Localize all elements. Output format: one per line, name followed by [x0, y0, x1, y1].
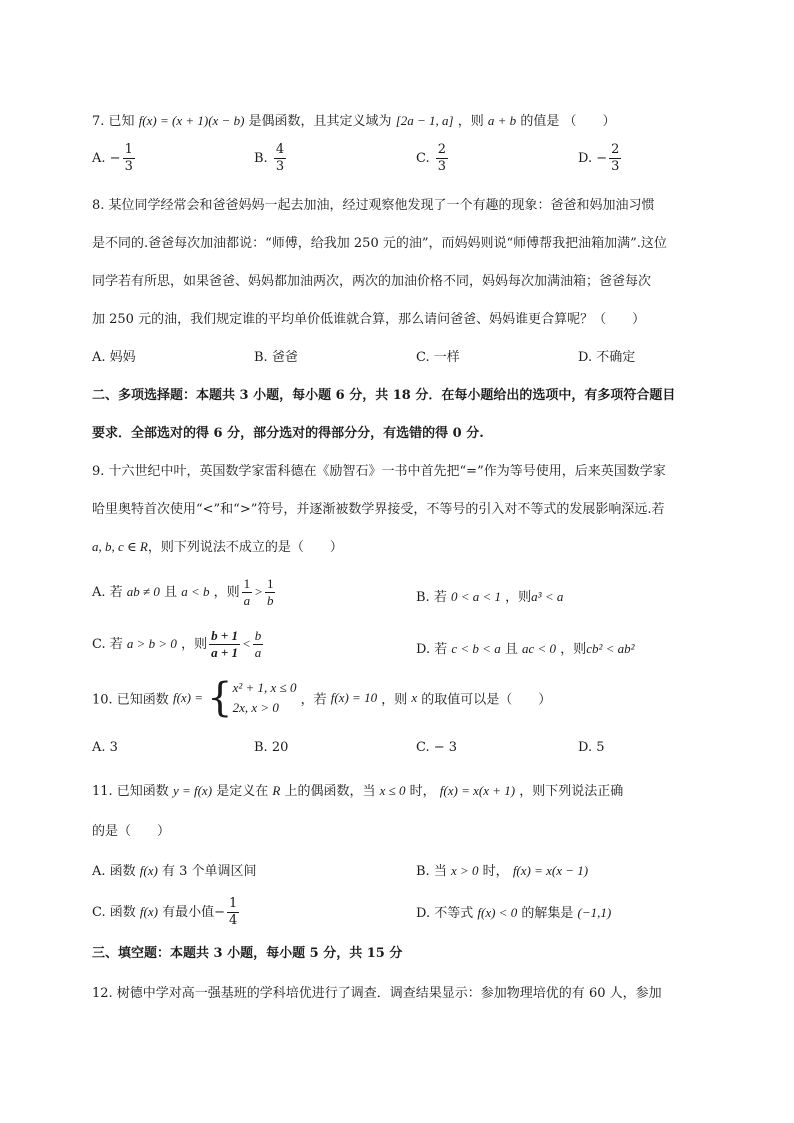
q7-option-d-num: 2 — [611, 142, 620, 157]
q9-option-d-result: cb² < ab² — [586, 641, 635, 656]
q9-option-c-frac-1 — [209, 628, 240, 661]
q10-label: 10. 已知函数 — [92, 692, 169, 708]
q8-option-b[interactable]: B. 爸爸 — [254, 350, 298, 365]
q9-option-c-cond: a > b > 0 — [126, 636, 177, 651]
q9-option-b-then: ，则 — [505, 590, 532, 605]
q9-option-d-cond-1: c < b < a — [451, 641, 501, 656]
q10-option-a[interactable]: A. 3 — [92, 740, 118, 755]
q7-option-c-den: 3 — [437, 159, 447, 174]
q11-option-c-sign: − — [214, 905, 225, 920]
q11-option-c-prefix: C. 函数 — [92, 905, 136, 920]
q9-option-a[interactable] — [92, 576, 277, 609]
q7-option-c[interactable] — [416, 142, 450, 175]
q11-option-c-tail: 有最小值 — [162, 905, 215, 920]
q7-tail: ，则 — [457, 114, 484, 129]
q11-option-b-prefix: B. 当 — [416, 864, 447, 879]
q7-label: 7. 已知 — [92, 114, 135, 129]
q8-option-d[interactable]: D. 不确定 — [578, 350, 636, 365]
q7-option-d-sign: − — [596, 151, 608, 166]
q9-option-c-prefix: C. 若 — [92, 637, 123, 652]
q7-domain: [2a − 1, a] — [395, 113, 454, 128]
q11-mid-3: 时， — [409, 784, 436, 799]
q11-option-b-mid: 时， — [482, 864, 509, 879]
q9-option-d-and: 且 — [504, 642, 518, 657]
q9-option-a-frac-1-den: a — [243, 593, 251, 608]
q11-option-a-tail: 有 3 个单调区间 — [161, 864, 257, 879]
q7-option-b-num: 4 — [275, 142, 285, 157]
q9-option-c-frac-2 — [253, 628, 264, 661]
q9-option-a-frac-1 — [242, 576, 253, 609]
q10-piecewise-cases — [233, 678, 297, 718]
q9-line-3-tail: ，则下列说法不成立的是（ ） — [147, 540, 343, 555]
q7-option-d-letter: D. — [578, 151, 593, 166]
q9-option-c[interactable] — [92, 628, 265, 661]
q7-mid: 是偶函数，且其定义域为 — [248, 114, 392, 129]
q9-line-2: 哈里奥特首次使用“<”和“>”符号，并逐渐被数学界接受，不等号的引入对不等式的发展影响深远.若 — [92, 502, 665, 517]
q7-option-d-den: 3 — [611, 159, 620, 174]
q10-condition: f(x) = 10 — [330, 690, 378, 705]
q11-option-d-result: (−1,1) — [577, 905, 612, 920]
q9-option-a-and: 且 — [164, 585, 178, 600]
q11-option-d-tail: 的解集是 — [521, 906, 574, 921]
q9-line-3 — [92, 536, 343, 555]
q7-stem — [92, 110, 615, 129]
q11-expression: f(x) = x(x + 1) — [439, 783, 516, 798]
q9-line-1: 9. 十六世纪中叶，英国数学家雷科德在《励智石》一书中首先把“=”作为等号使用，后来英国数学家 — [92, 464, 666, 479]
q7-option-c-letter: C. — [416, 151, 430, 166]
section-2-heading-line-2: 要求．全部选对的得 6 分，部分选对的得部分分，有选错的得 0 分. — [92, 426, 484, 441]
q8-line-3: 同学若有所思，如果爸爸、妈妈都加油两次，两次的加油价格不同，妈妈每次加满油箱；爸爸每次 — [92, 274, 652, 289]
q9-option-c-frac-1-den: a + 1 — [211, 645, 239, 660]
q11-mid-2: 上的偶函数，当 — [284, 784, 376, 799]
q9-option-d[interactable] — [416, 638, 635, 657]
q11-option-b[interactable] — [416, 860, 588, 879]
q10-option-b[interactable]: B. 20 — [254, 740, 289, 755]
q7-option-a[interactable] — [92, 142, 137, 175]
q9-option-b-prefix: B. 若 — [416, 590, 447, 605]
q12-line-1: 12. 树德中学对高一强基班的学科培优进行了调查．调查结果显示：参加物理培优的有 60 人，参加 — [92, 986, 662, 1001]
q9-option-a-frac-1-num: 1 — [243, 576, 251, 591]
q7-option-c-num: 2 — [437, 142, 447, 157]
q11-label: 11. 已知函数 — [92, 784, 169, 799]
q10-function-lhs: f(x) = — [172, 690, 204, 705]
q11-option-b-cond: x > 0 — [450, 863, 479, 878]
q11-option-d-inequality: f(x) < 0 — [477, 905, 518, 920]
q9-option-c-frac-2-den: a — [254, 645, 262, 660]
q10-case-1: x² + 1, x ≤ 0 — [232, 680, 297, 695]
q7-function: f(x) = (x + 1)(x − b) — [138, 113, 245, 128]
q7-option-b-fraction — [274, 142, 286, 175]
q9-option-c-then: ，则 — [181, 637, 208, 652]
q9-option-c-relation: < — [242, 636, 251, 651]
q11-option-c-fraction — [227, 896, 239, 929]
q7-end: 的值是 （ ） — [520, 114, 616, 129]
q10-mid: ，若 — [300, 692, 327, 708]
q10-stem — [92, 675, 552, 721]
q9-option-c-frac-2-num: b — [254, 628, 262, 643]
q7-option-a-num: 1 — [124, 142, 133, 157]
q11-mid: 是定义在 — [216, 784, 269, 799]
q9-option-a-frac-2-den: b — [266, 593, 274, 608]
q11-option-c-function: f(x) — [139, 904, 158, 919]
q11-function: y = f(x) — [172, 783, 213, 798]
q11-option-a-prefix: A. 函数 — [92, 864, 136, 879]
q9-option-b-cond: 0 < a < 1 — [450, 589, 502, 604]
q11-option-c-den: 4 — [229, 913, 238, 928]
q9-option-b-result: a³ < a — [531, 589, 564, 604]
q11-option-c[interactable] — [92, 896, 241, 929]
q11-option-c-num: 1 — [229, 896, 238, 911]
q7-option-b-den: 3 — [275, 159, 285, 174]
q8-line-1: 8. 某位同学经常会和爸爸妈妈一起去加油，经过观察他发现了一个有趣的现象：爸爸和妈加油习惯 — [92, 198, 655, 213]
q11-option-b-result: f(x) = x(x − 1) — [512, 863, 589, 878]
q7-option-a-fraction — [123, 142, 135, 175]
q10-piecewise-brace: { — [207, 675, 233, 721]
q9-option-d-prefix: D. 若 — [416, 642, 448, 657]
q9-option-a-frac-2-num: 1 — [266, 576, 274, 591]
q7-option-a-sign: − — [109, 151, 121, 166]
q10-tail: ，则 — [381, 692, 408, 708]
q9-option-a-relation: > — [254, 584, 263, 599]
q9-option-a-then: ，则 — [213, 585, 240, 600]
q7-option-c-fraction — [436, 142, 448, 175]
q10-option-d[interactable]: D. 5 — [578, 740, 605, 755]
q9-option-c-frac-1-num: b + 1 — [211, 628, 239, 643]
q8-option-c[interactable]: C. 一样 — [416, 350, 460, 365]
q10-case-2: 2x, x > 0 — [232, 700, 279, 715]
q9-option-d-cond-2: ac < 0 — [522, 641, 557, 656]
q11-option-a-function: f(x) — [139, 863, 158, 878]
q10-variable: x — [411, 690, 418, 705]
q7-sum: a + b — [487, 113, 517, 128]
q7-option-b-letter: B. — [254, 151, 268, 166]
q11-option-d[interactable] — [416, 902, 611, 921]
q11-tail: ，则下列说法正确 — [519, 784, 624, 799]
q9-option-a-frac-2 — [265, 576, 276, 609]
q9-option-a-cond-1: ab ≠ 0 — [126, 584, 160, 599]
q9-option-d-then: ，则 — [560, 642, 587, 657]
q9-option-a-prefix: A. 若 — [92, 585, 123, 600]
q9-set-condition: a, b, c ∈ R — [92, 539, 148, 554]
q11-option-a[interactable] — [92, 860, 257, 879]
q7-option-d[interactable] — [578, 142, 623, 175]
q11-domain-r: R — [272, 783, 281, 798]
q11-stem — [92, 780, 623, 799]
q7-option-a-letter: A. — [92, 151, 106, 166]
q10-end: 的取值可以是（ ） — [421, 692, 552, 708]
q11-line-2: 的是（ ） — [92, 824, 171, 839]
section-3-heading: 三、填空题：本题共 3 小题，每小题 5 分，共 15 分 — [92, 946, 403, 961]
q7-option-b[interactable] — [254, 142, 288, 175]
q9-option-a-cond-2: a < b — [181, 584, 210, 599]
q7-option-d-fraction — [609, 142, 621, 175]
q11-condition: x ≤ 0 — [379, 783, 406, 798]
q11-option-d-prefix: D. 不等式 — [416, 906, 474, 921]
q10-option-c[interactable]: C. − 3 — [416, 740, 458, 755]
q7-option-a-den: 3 — [124, 159, 133, 174]
q9-option-b[interactable] — [416, 586, 563, 605]
q8-line-2: 是不同的.爸爸每次加油都说：“师傅，给我加 250 元的油”，而妈妈则说“师傅帮我把油箱加满”.这位 — [92, 236, 667, 251]
q8-option-a[interactable]: A. 妈妈 — [92, 350, 136, 365]
q8-line-4: 加 250 元的油，我们规定谁的平均单价低谁就合算，那么请问爸爸、妈妈谁更合算呢？（ ） — [92, 312, 646, 327]
section-2-heading-line-1: 二、多项选择题：本题共 3 小题，每小题 6 分，共 18 分．在每小题给出的选项中，有多项符合题目 — [92, 388, 676, 403]
